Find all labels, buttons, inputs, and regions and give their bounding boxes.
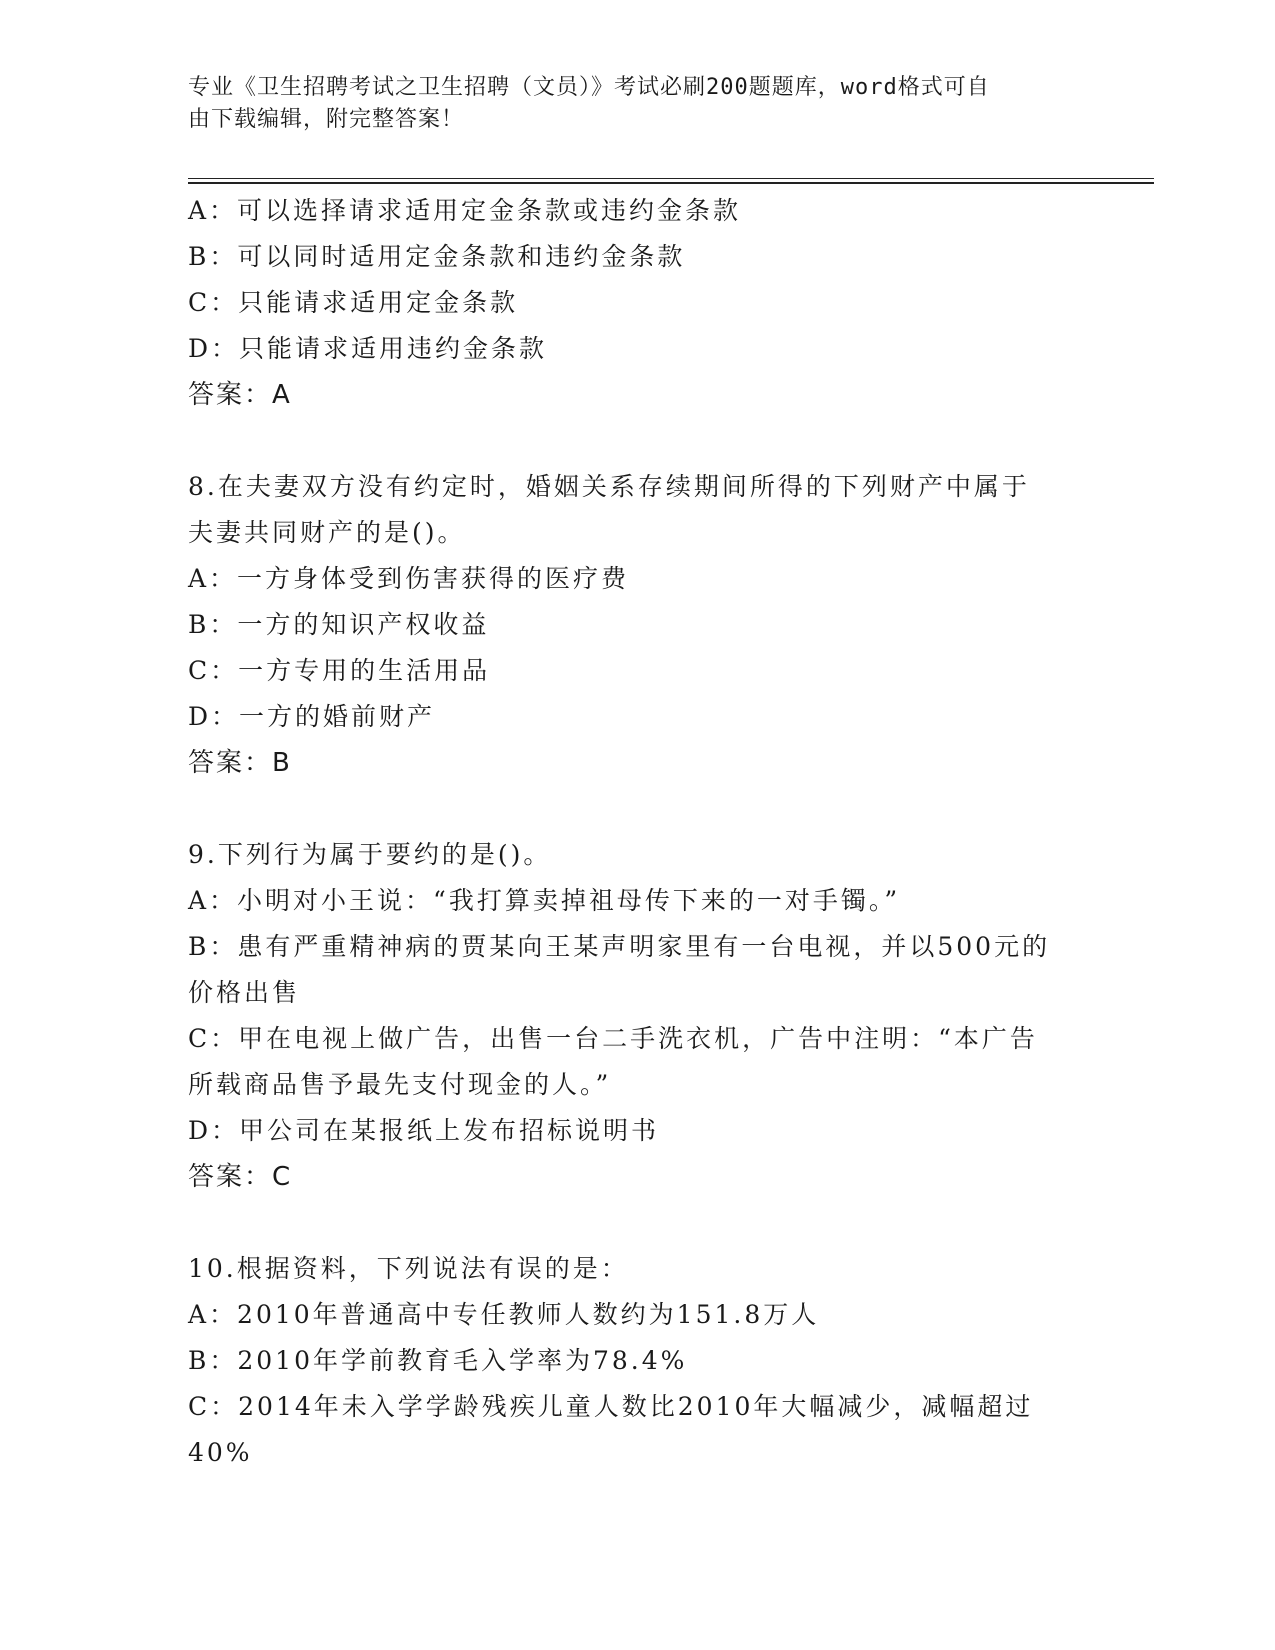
question-7	[188, 188, 1088, 418]
spacer	[188, 786, 1088, 832]
q8-option-d: D：一方的婚前财产	[188, 702, 436, 731]
q9-option-c-line-1: C：甲在电视上做广告，出售一台二手洗衣机，广告中注明：“本广告	[188, 1024, 1038, 1053]
q10-option-c-line-2: 40%	[188, 1438, 253, 1467]
q10-option-b: B：2010年学前教育毛入学率为78.4%	[188, 1346, 688, 1375]
question-9	[188, 832, 1088, 1200]
q10-option-c-line-1: C：2014年未入学学龄残疾儿童人数比2010年大幅减少，减幅超过	[188, 1392, 1034, 1421]
document-header	[188, 72, 1068, 136]
q9-option-a: A：小明对小王说：“我打算卖掉祖母传下来的一对手镯。”	[188, 886, 901, 915]
q9-stem: 9.下列行为属于要约的是()。	[188, 840, 552, 869]
q8-option-b: B：一方的知识产权收益	[188, 610, 490, 639]
header-divider-thin	[188, 178, 1154, 179]
q9-option-b-line-1: B：患有严重精神病的贾某向王某声明家里有一台电视，并以500元的	[188, 932, 1051, 961]
q7-option-a: A：可以选择请求适用定金条款或违约金条款	[188, 196, 742, 225]
spacer	[188, 1200, 1088, 1246]
spacer	[188, 418, 1088, 464]
q8-stem-line-2: 夫妻共同财产的是()。	[188, 518, 466, 547]
question-content	[188, 188, 1088, 1476]
q7-option-d: D：只能请求适用违约金条款	[188, 334, 548, 363]
q10-option-a: A：2010年普通高中专任教师人数约为151.8万人	[188, 1300, 820, 1329]
q8-option-c: C：一方专用的生活用品	[188, 656, 491, 685]
q7-answer: 答案：A	[188, 380, 292, 410]
q7-option-c: C：只能请求适用定金条款	[188, 288, 519, 317]
header-line-2: 由下载编辑，附完整答案！	[188, 107, 465, 132]
q7-option-b: B：可以同时适用定金条款和违约金条款	[188, 242, 686, 271]
question-10	[188, 1246, 1088, 1476]
q9-option-d: D：甲公司在某报纸上发布招标说明书	[188, 1116, 660, 1145]
q8-option-a: A：一方身体受到伤害获得的医疗费	[188, 564, 630, 593]
question-8	[188, 464, 1088, 786]
q8-answer: 答案：B	[188, 748, 292, 778]
header-line-1: 专业《卫生招聘考试之卫生招聘（文员）》考试必刷200题题库，word格式可自	[188, 75, 990, 100]
q9-answer: 答案：C	[188, 1162, 293, 1192]
q9-option-c-line-2: 所载商品售予最先支付现金的人。”	[188, 1070, 612, 1099]
q10-stem: 10.根据资料，下列说法有误的是：	[188, 1254, 629, 1283]
header-divider-thick	[188, 182, 1154, 184]
q8-stem-line-1: 8.在夫妻双方没有约定时，婚姻关系存续期间所得的下列财产中属于	[188, 472, 1030, 501]
q9-option-b-line-2: 价格出售	[188, 978, 301, 1007]
